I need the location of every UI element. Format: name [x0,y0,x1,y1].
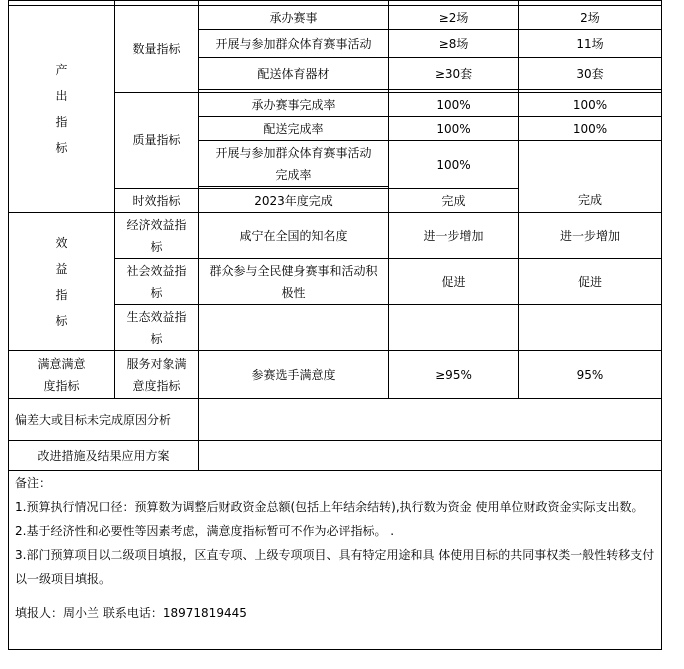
indicator-item: 咸宁在全国的知名度 [199,213,389,259]
phone-field [103,606,247,620]
actual-value: 11场 [519,30,662,58]
filler-field [15,606,99,620]
actual-value: 完成 [519,189,662,213]
output-category-cell [9,6,115,213]
target-value: 促进 [389,259,519,305]
benefit-category-cell [9,213,115,351]
timeliness-indicator-label: 时效指标 [115,189,199,213]
target-value: 100% [389,93,519,117]
performance-table [8,0,662,650]
quality-indicator-label: 质量指标 [115,93,199,187]
ecological-indicator-label: 生态效益指标 [115,305,199,351]
target-value: ≥2场 [389,6,519,30]
actual-value: 30套 [519,58,662,90]
notes-row [9,471,662,650]
benefit-category-label: 效益指标 [55,235,68,328]
indicator-item: 配送体育器材 [199,58,389,90]
notes-line-2: 2.基于经济性和必要性等因素考虑，满意度指标暂可不作为必评指标。 . [15,524,395,538]
actual-value: 2场 [519,6,662,30]
target-value: 100% [389,141,519,189]
indicator-item [199,305,389,351]
notes-line-3: 3.部门预算项目以二级项目填报，区直专项、上级专项项目、具有特定用途和具 体使用目标的共同事权类一般性转移支付以一级项目填报。 [15,548,655,586]
satisfaction-category-cell [9,351,115,399]
indicator-item: 群众参与全民健身赛事和活动积极性 [199,259,389,305]
signature-line [15,601,655,625]
target-value: 进一步增加 [389,213,519,259]
indicator-item: 2023年度完成 [199,189,389,213]
target-value [389,305,519,351]
table-row [9,213,662,259]
phone-label: 联系电话： [102,606,163,620]
economic-indicator-label: 经济效益指标 [115,213,199,259]
quantity-indicator-label: 数量指标 [115,6,199,93]
actual-value [519,141,662,189]
target-value: ≥95% [389,351,519,399]
notes-title: 备注： [15,476,52,490]
indicator-item-line: 完成率 [275,167,312,182]
deviation-content [199,399,662,441]
satisfaction-category-label: 满意满意度指标 [37,356,86,393]
indicator-item-line: 开展与参加群众体育赛事活动 [215,145,372,160]
actual-value: 进一步增加 [519,213,662,259]
actual-value: 100% [519,93,662,117]
indicator-item [199,141,389,187]
notes-cell [9,471,662,650]
table-row [9,6,662,30]
actual-value: 95% [519,351,662,399]
indicator-item: 参赛选手满意度 [199,351,389,399]
target-value: 100% [389,117,519,141]
indicator-item: 配送完成率 [199,117,389,141]
filler-name: 周小兰 [63,606,100,620]
phone-number: 18971819445 [162,606,247,620]
actual-value: 促进 [519,259,662,305]
output-category-label: 产出指标 [55,63,68,155]
improvement-content [199,441,662,471]
target-value: ≥30套 [389,58,519,90]
indicator-item: 开展与参加群众体育赛事活动 [199,30,389,58]
indicator-item: 承办赛事 [199,6,389,30]
improvement-row [9,441,662,471]
indicator-item: 承办赛事完成率 [199,93,389,117]
social-indicator-label: 社会效益指标 [115,259,199,305]
actual-value: 100% [519,117,662,141]
deviation-row [9,399,662,441]
target-value: 完成 [389,189,519,213]
table-row [9,351,662,399]
actual-value [519,305,662,351]
deviation-label: 偏差大或目标未完成原因分析 [9,399,199,441]
improvement-label: 改进措施及结果应用方案 [9,441,199,471]
notes-line-1: 1.预算执行情况口径：预算数为调整后财政资金总额(包括上年结余结转),执行数为资金 使用单位财政资金实际支出数。 [15,500,644,514]
satisfaction-indicator-label: 服务对象满意度指标 [115,351,199,399]
target-value: ≥8场 [389,30,519,58]
filler-label: 填报人： [15,606,64,620]
